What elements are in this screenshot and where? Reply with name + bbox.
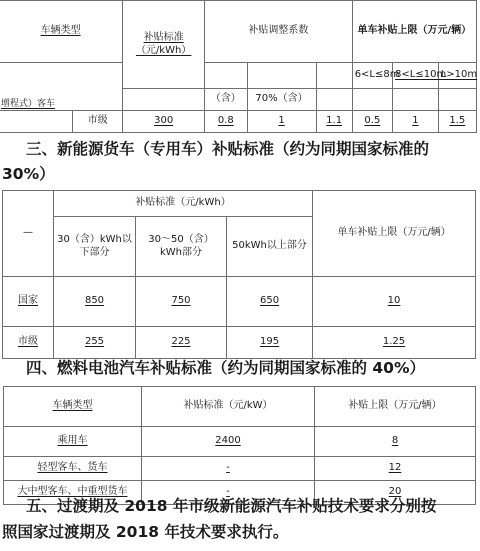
- row-vehicle-label: [0, 63, 123, 111]
- row-cap: 20: [315, 481, 476, 505]
- empty-cell: [393, 89, 439, 111]
- row-type: 轻型客车、货车: [4, 457, 142, 481]
- cell-value: 1.25: [313, 327, 476, 359]
- sub-incl: （含）: [205, 89, 247, 111]
- cell-value: 195: [227, 327, 313, 359]
- heading-line: 照国家过渡期及 2018 年技术要求执行。: [2, 523, 289, 541]
- empty-cell: [352, 89, 392, 111]
- section-heading-4: [0, 356, 480, 381]
- sub-range1: 6<L≤8m: [352, 63, 392, 89]
- header-vehicle-type: 车辆类型: [0, 1, 123, 63]
- sub-range3: L>10m: [438, 63, 476, 89]
- section-heading-5: [0, 493, 480, 545]
- col-50-above: 50kWh以上部分: [227, 217, 313, 277]
- cell-value: 750: [136, 277, 227, 327]
- header-subsidy-standard: 补贴标准（元/kWh）: [123, 1, 205, 89]
- header-standard: 补贴标准（元/kWh）: [54, 191, 313, 217]
- row-type: 乘用车: [4, 427, 142, 457]
- truck-subsidy-table: [2, 190, 476, 359]
- row-vehicle: 增程式）客车: [1, 98, 56, 109]
- header-adjust-coefficient: 补贴调整系数: [205, 1, 353, 63]
- table-row: [4, 457, 476, 481]
- heading-line: 三、新能源货车（专用车）补贴标准（约为同期国家标准的: [26, 140, 430, 158]
- header-dash: —: [3, 191, 54, 277]
- coef-col-3: [316, 63, 352, 89]
- empty-cell: [0, 111, 73, 133]
- row-value: 0.5: [352, 111, 392, 133]
- row-value: 0.8: [205, 111, 247, 133]
- empty-cell: [438, 89, 476, 111]
- row-value: 300: [123, 111, 205, 133]
- cell-value: 850: [54, 277, 136, 327]
- row-value: 1.5: [438, 111, 476, 133]
- cell-value: 10: [313, 277, 476, 327]
- empty-cell: [123, 89, 205, 111]
- row-level: 市级: [73, 111, 123, 133]
- row-label: 市级: [3, 327, 54, 359]
- header-cap: 单车补贴上限（万元/辆）: [352, 1, 476, 63]
- sub-70: 70%（含）: [247, 89, 316, 111]
- col-30-below: 30（含）kWh以下部分: [54, 217, 136, 277]
- row-value: 1: [393, 111, 439, 133]
- row-cap: 12: [315, 457, 476, 481]
- table-row: [3, 327, 476, 359]
- header-cap: 单车补贴上限（万元/辆）: [313, 191, 476, 277]
- row-standard: 2400: [142, 427, 315, 457]
- row-standard: -: [142, 481, 315, 505]
- fuel-cell-subsidy-table: [3, 386, 476, 505]
- table-row: [4, 427, 476, 457]
- header-type: 车辆类型: [4, 387, 142, 427]
- sub-range2: 8<L≤10m: [393, 63, 439, 89]
- table-row: [3, 277, 476, 327]
- row-cap: 8: [315, 427, 476, 457]
- heading-line: 30%）: [2, 165, 55, 183]
- cell-value: 650: [227, 277, 313, 327]
- empty-cell: [316, 89, 352, 111]
- cell-value: 225: [136, 327, 227, 359]
- row-value: 1: [247, 111, 316, 133]
- col-30-50: 30～50（含）kWh部分: [136, 217, 227, 277]
- header-cap: 补贴上限（万元/辆）: [315, 387, 476, 427]
- row-standard: -: [142, 457, 315, 481]
- section-heading-3: [0, 137, 480, 187]
- row-label: 国家: [3, 277, 54, 327]
- coef-col-2: [247, 63, 316, 89]
- coef-col-1: [205, 63, 247, 89]
- bus-subsidy-table: [0, 0, 477, 133]
- cell-value: 255: [54, 327, 136, 359]
- heading-line: 四、燃料电池汽车补贴标准（约为同期国家标准的 40%）: [26, 359, 425, 377]
- header-standard: 补贴标准（元/kW）: [142, 387, 315, 427]
- heading-line: 五、过渡期及 2018 年市级新能源汽车补贴技术要求分别按: [26, 497, 437, 515]
- row-value: 1.1: [316, 111, 352, 133]
- row-type: 大中型客车、中重型货车: [4, 481, 142, 505]
